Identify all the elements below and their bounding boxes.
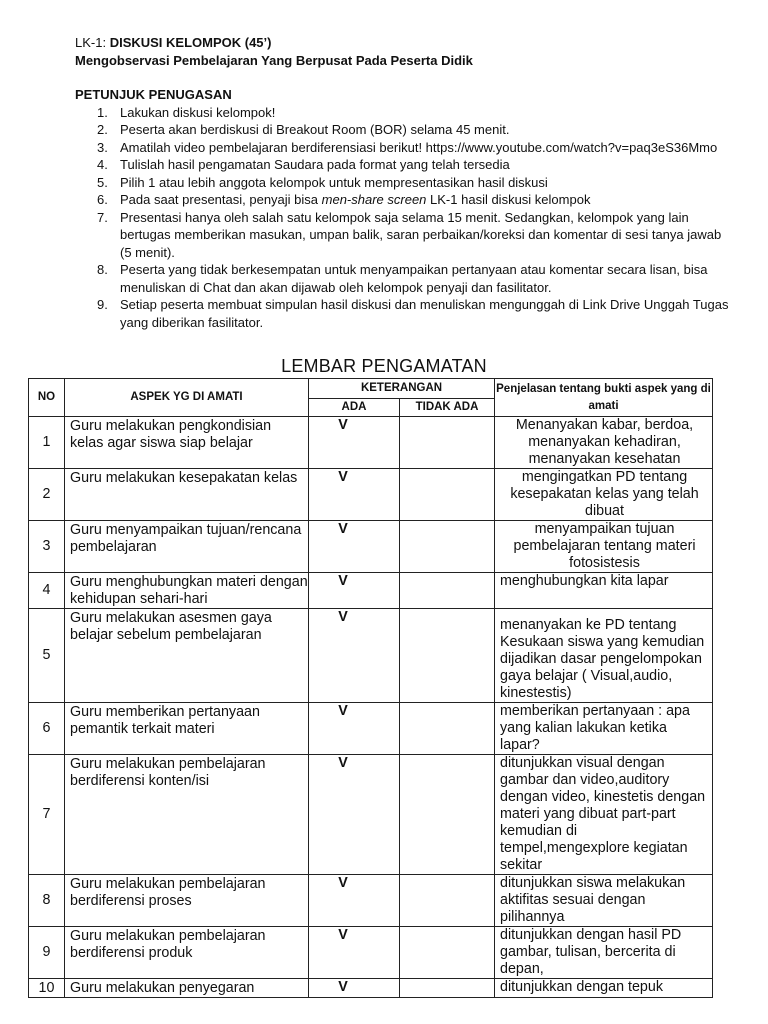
row-ada-check: V <box>309 609 400 703</box>
header-tidak-ada: TIDAK ADA <box>400 399 495 417</box>
row-number: 6 <box>29 703 65 755</box>
instruction-item: 5. Pilih 1 atau lebih anggota kelompok untuk mempresentasikan hasil diskusi <box>97 174 548 190</box>
row-ada-check: V <box>309 927 400 979</box>
row-number: 1 <box>29 417 65 469</box>
row-tidak-ada <box>400 469 495 521</box>
worksheet-subtitle: Mengobservasi Pembelajaran Yang Berpusat Pada Peserta Didik <box>75 52 473 68</box>
row-ada-check: V <box>309 703 400 755</box>
instructions-heading: PETUNJUK PENUGASAN <box>75 87 232 102</box>
worksheet-code: LK-1: <box>75 35 110 50</box>
observation-sheet-title: LEMBAR PENGAMATAN <box>281 356 487 376</box>
row-tidak-ada <box>400 703 495 755</box>
row-penjelasan: ditunjukkan dengan hasil PD gambar, tulisan, bercerita di depan, <box>495 927 713 979</box>
row-penjelasan: menyampaikan tujuan pembelajaran tentang materi fotosistesis <box>495 521 713 573</box>
row-penjelasan: memberikan pertanyaan : apa yang kalian lakukan ketika lapar? <box>495 703 713 755</box>
row-aspek: Guru melakukan pembelajaran berdiferensi produk <box>65 927 309 979</box>
italic-term: men-share screen <box>321 192 427 207</box>
row-aspek: Guru menghubungkan materi dengan kehidupan sehari-hari <box>65 573 309 609</box>
row-number: 2 <box>29 469 65 521</box>
worksheet-heading <box>75 34 735 52</box>
row-tidak-ada <box>400 609 495 703</box>
row-penjelasan: mengingatkan PD tentang kesepakatan kelas yang telah dibuat <box>495 469 713 521</box>
row-penjelasan: menghubungkan kita lapar <box>495 573 713 609</box>
header-ada: ADA <box>309 399 400 417</box>
row-tidak-ada <box>400 521 495 573</box>
row-tidak-ada <box>400 875 495 927</box>
row-aspek: Guru melakukan kesepakatan kelas <box>65 469 309 521</box>
row-tidak-ada <box>400 755 495 875</box>
row-number: 10 <box>29 979 65 998</box>
row-ada-check: V <box>309 469 400 521</box>
row-aspek: Guru melakukan pembelajaran berdiferensi proses <box>65 875 309 927</box>
header-no: NO <box>29 379 65 417</box>
row-aspek: Guru memberikan pertanyaan pemantik terkait materi <box>65 703 309 755</box>
row-ada-check: V <box>309 573 400 609</box>
row-number: 9 <box>29 927 65 979</box>
instruction-item: 9. Setiap peserta membuat simpulan hasil diskusi dan menuliskan mengunggah di Link Drive Unggah Tugas yang diberikan fasilitator. <box>97 297 729 330</box>
table-row <box>29 703 713 755</box>
header-aspek: ASPEK YG DI AMATI <box>65 379 309 417</box>
row-penjelasan: ditunjukkan siswa melakukan aktifitas sesuai dengan pilihannya <box>495 875 713 927</box>
row-aspek: Guru menyampaikan tujuan/rencana pembelajaran <box>65 521 309 573</box>
table-row <box>29 573 713 609</box>
worksheet-title: DISKUSI KELOMPOK (45’) <box>109 35 272 50</box>
row-tidak-ada <box>400 417 495 469</box>
row-number: 4 <box>29 573 65 609</box>
document-header <box>75 34 735 331</box>
instruction-item: 7. Presentasi hanya oleh salah satu kelompok saja selama 15 menit. Sedangkan, kelompok yang lain bertugas memberikan masukan, umpan balik, saran perbaikan/koreksi dan komentar di sesi tanya jawab (5 menit). <box>97 209 722 260</box>
instruction-item: 8. Peserta yang tidak berkesempatan untuk menyampaikan pertanyaan atau komentar secara lisan, bisa menuliskan di Chat dan akan dijawab oleh kelompok penyaji dan fasilitator. <box>97 262 708 295</box>
instruction-item: 6. Pada saat presentasi, penyaji bisa men-share screen LK-1 hasil diskusi kelompok <box>97 192 591 207</box>
instruction-item: 4. Tulislah hasil pengamatan Saudara pada format yang telah tersedia <box>97 157 510 172</box>
row-penjelasan: ditunjukkan dengan tepuk <box>495 979 713 998</box>
row-ada-check: V <box>309 755 400 875</box>
row-ada-check: V <box>309 979 400 998</box>
instruction-list <box>75 104 735 332</box>
table-row <box>29 755 713 875</box>
row-ada-check: V <box>309 417 400 469</box>
table-row <box>29 875 713 927</box>
instruction-item: 1. Lakukan diskusi kelompok! <box>97 104 276 120</box>
row-aspek: Guru melakukan pengkondisian kelas agar siswa siap belajar <box>65 417 309 469</box>
row-ada-check: V <box>309 521 400 573</box>
row-penjelasan: menanyakan ke PD tentang Kesukaan siswa yang kemudian dijadikan dasar pengelompokan gaya belajar ( Visual,audio, kinestestis) <box>495 609 713 703</box>
table-row <box>29 927 713 979</box>
row-tidak-ada <box>400 927 495 979</box>
observation-table <box>28 378 713 998</box>
instruction-item: 2. Peserta akan berdiskusi di Breakout Room (BOR) selama 45 menit. <box>97 122 510 137</box>
row-ada-check: V <box>309 875 400 927</box>
row-number: 8 <box>29 875 65 927</box>
table-row <box>29 979 713 998</box>
table-row <box>29 469 713 521</box>
header-penjelasan: Penjelasan tentang bukti aspek yang di amati <box>495 379 713 417</box>
header-keterangan: KETERANGAN <box>309 379 495 399</box>
row-tidak-ada <box>400 573 495 609</box>
row-penjelasan: ditunjukkan visual dengan gambar dan video,auditory dengan video, kinestetis dengan materi yang dibuat part-part kemudian di tempel,mengexplore kegiatan sekitar <box>495 755 713 875</box>
row-aspek: Guru melakukan penyegaran <box>65 979 309 998</box>
row-aspek: Guru melakukan pembelajaran berdiferensi konten/isi <box>65 755 309 875</box>
row-penjelasan: Menanyakan kabar, berdoa, menanyakan kehadiran, menanyakan kesehatan <box>495 417 713 469</box>
row-number: 7 <box>29 755 65 875</box>
row-tidak-ada <box>400 979 495 998</box>
table-row <box>29 609 713 703</box>
row-aspek: Guru melakukan asesmen gaya belajar sebelum pembelajaran <box>65 609 309 703</box>
instruction-item: 3. Amatilah video pembelajaran berdiferensiasi berikut! https://www.youtube.com/watch?v=paq3eS36Mmo <box>97 139 718 155</box>
row-number: 3 <box>29 521 65 573</box>
table-row <box>29 521 713 573</box>
row-number: 5 <box>29 609 65 703</box>
table-row <box>29 417 713 469</box>
